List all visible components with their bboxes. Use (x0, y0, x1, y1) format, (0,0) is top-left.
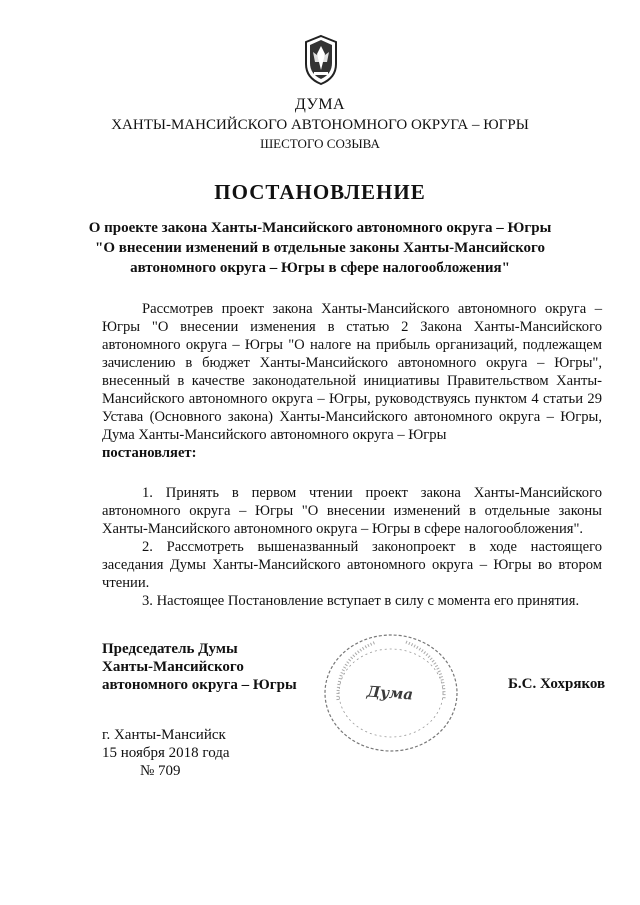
position-line-1: Председатель Думы (102, 641, 238, 657)
document-city: г. Ханты-Мансийск (102, 727, 226, 743)
resolution-items (102, 484, 602, 610)
preamble-text: Рассмотрев проект закона Ханты-Мансийского автономного округа – Югры "О внесении изменения в статью 2 Закона Ханты-Мансийского автономного округа – Югры "О налоге на прибыль организаций, подлежащем зачислению в бюджет Ханты-Мансийского автономного округа – Югры", внесенный в качестве законодательной инициативы Правительством Ханты-Мансийского автономного округа – Югры, руководствуясь пунктом 4 статьи 29 Устава (Основного закона) Ханты-Мансийского автономного округа – Югры, Дума Ханты-Мансийского автономного округа – Югры (102, 301, 602, 443)
document-number: № 709 (140, 763, 181, 779)
subject-line-3: автономного округа – Югры в сфере налогообложения" (130, 260, 510, 276)
document-title: ПОСТАНОВЛЕНИЕ (214, 180, 426, 204)
duma-heading: ДУМА (294, 96, 346, 113)
preamble-paragraph (102, 300, 602, 462)
document-date: 15 ноября 2018 года (102, 745, 230, 761)
position-line-3: автономного округа – Югры (102, 677, 297, 693)
subject-line-1: О проекте закона Ханты-Мансийского автономного округа – Югры (88, 220, 552, 236)
document-place-date (102, 726, 230, 780)
signatory-position (102, 640, 297, 694)
okrug-heading: ХАНТЫ-МАНСИЙСКОГО АВТОНОМНОГО ОКРУГА – ЮГРЫ (111, 117, 529, 133)
resolution-item-2: 2. Рассмотреть вышеназванный законопроект в ходе настоящего заседания Думы Ханты-Мансийского автономного округа – Югры во втором чтении. (102, 539, 602, 591)
document-subject (0, 218, 640, 278)
stamp-text: Дума (366, 682, 414, 704)
resolution-item-1: 1. Принять в первом чтении проект закона Ханты-Мансийского автономного округа – Югры "О внесении изменений в отдельные законы Ханты-Мансийского автономного округа – Югры в сфере налогообложения". (102, 485, 602, 537)
convocation-heading: ШЕСТОГО СОЗЫВА (260, 136, 380, 151)
signatory-name: Б.С. Хохряков (508, 676, 606, 692)
resolution-item-3: 3. Настоящее Постановление вступает в силу с момента его принятия. (142, 593, 580, 609)
coat-of-arms-icon (303, 34, 339, 86)
resolves-word: постановляет: (102, 445, 197, 461)
position-line-2: Ханты-Мансийского (102, 659, 244, 675)
subject-line-2: "О внесении изменений в отдельные законы Ханты-Мансийского (95, 240, 545, 256)
